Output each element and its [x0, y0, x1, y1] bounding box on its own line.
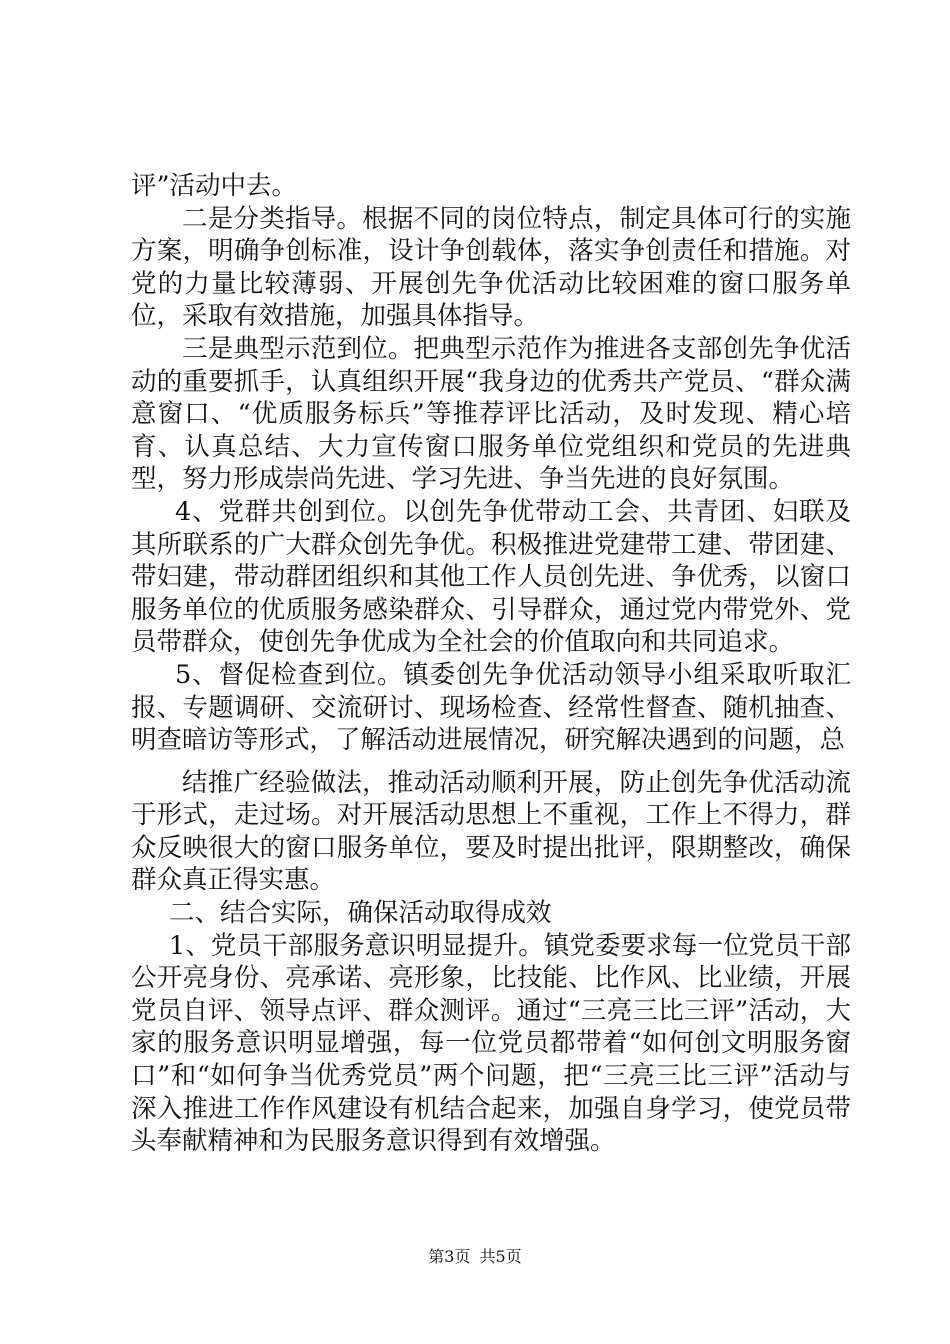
- paragraph-party-mass-cocreation: 4、党群共创到位。以创先争优带动工会、共青团、妇联及其所联系的广大群众创先争优。积极推进党建带工建、带团建、带妇建，带动群团组织和其他工作人员创先进、争优秀，以窗口服务单位的优质服务感染群众、引导群众，通过党内带党外、党员带群众，使创先争优成为全社会的价值取向和共同追求。: [131, 496, 851, 658]
- section-heading-results: 二、结合实际，确保活动取得成效: [169, 898, 552, 929]
- paragraph-continuation: 评”活动中去。: [131, 171, 298, 201]
- paragraph-service-awareness: 1、党员干部服务意识明显提升。镇党委要求每一位党员干部公开亮身份、亮承诺、亮形象，比技能、比作风、比业绩，开展党员自评、领导点评、群众测评。通过“三亮三比三评”活动，大家的服务意识明显增强，每一位党员都带着“如何创文明服务窗口”和“如何争当优秀党员”两个问题，把“三亮三比三评”活动与深入推进工作作风建设有机结合起来，加强自身学习，使党员带头奉献精神和为民服务意识得到有效增强。: [131, 930, 851, 1157]
- paragraph-summary-promotion: 结推广经验做法，推动活动顺利开展，防止创先争优活动流于形式，走过场。对开展活动思想上不重视，工作上不得力，群众反映很大的窗口服务单位，要及时提出批评，限期整改，确保群众真正得实惠。: [131, 767, 851, 896]
- paragraph-typical-demonstration: 三是典型示范到位。把典型示范作为推进各支部创先争优活动的重要抓手，认真组织开展“我身边的优秀共产党员、“群众满意窗口、“优质服务标兵”等推荐评比活动，及时发现、精心培育、认真总结、大力宣传窗口服务单位党组织和党员的先进典型，努力形成崇尚先进、学习先进、争当先进的良好氛围。: [131, 333, 851, 495]
- paragraph-supervision-inspection: 5、督促检查到位。镇委创先争优活动领导小组采取听取汇报、专题调研、交流研讨、现场检查、经常性督查、随机抽查、明查暗访等形式，了解活动进展情况，研究解决遇到的问题，总: [131, 659, 851, 756]
- paragraph-classified-guidance: 二是分类指导。根据不同的岗位特点，制定具体可行的实施方案，明确争创标准，设计争创载体，落实争创责任和措施。对党的力量比较薄弱、开展创先争优活动比较困难的窗口服务单位，采取有效措施，加强具体指导。: [131, 203, 851, 332]
- page-total: 共5页: [479, 1247, 522, 1266]
- document-body: [131, 170, 851, 1158]
- page-footer: [0, 1244, 950, 1267]
- page-number: 第3页: [428, 1247, 471, 1266]
